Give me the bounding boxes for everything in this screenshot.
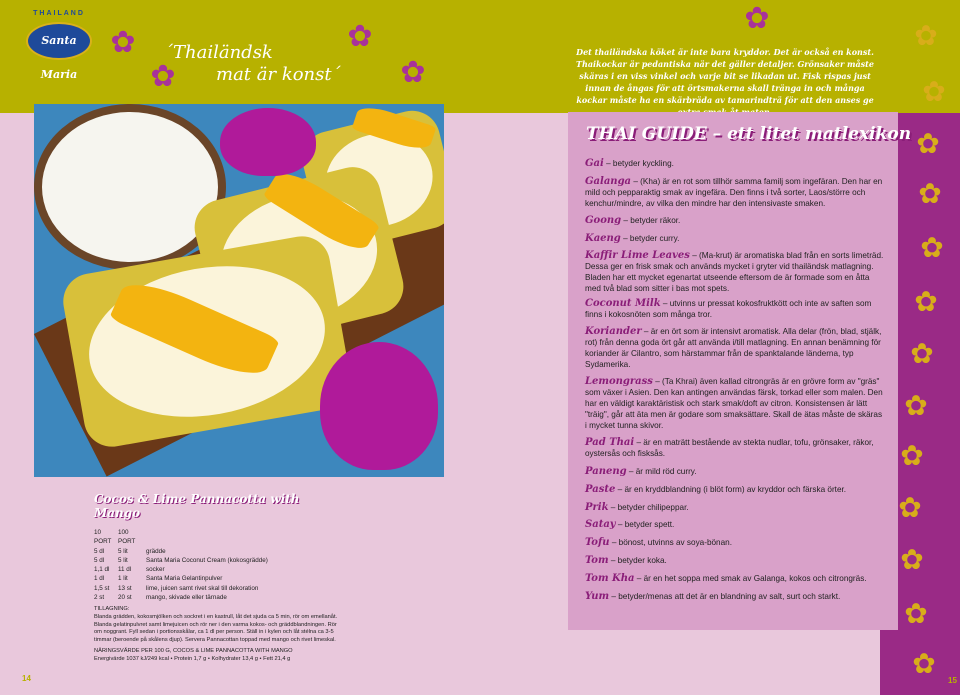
orchid-flower-icon: ✿ (110, 26, 136, 59)
glossary-entry-paste: Paste – är en kryddblandning (i blöt form) av kryddor och färska örter. (585, 484, 847, 495)
method-text: Blanda grädden, kokosmjölken och sockret i en kastrull, låt det sjuda ca 5 min, rör om emellanåt. Blanda gelatinpulvret samt limejuicen och rör ner i den varma kokos- och gräddblandningen. Rör om noggrant. Fyll sedan i portionsskålar, ca 1 dl per person. Ställ in i kylen och låt stélna ca 3-5 timmar (beroende på skålens djup). Servera Pannacottan toppad med mango och rivet limeskal. (94, 613, 338, 643)
frangipani-flower-icon: ✿ (914, 286, 938, 317)
nutrition-heading: NÄRINGSVÄRDE PER 100 G, COCOS & LIME PANNACOTTA WITH MANGO (94, 648, 293, 655)
intro-text: Det thailändska köket är inte bara kryddor. Det är också en konst. Thaikockar är pedantiska när det gäller detaljer. Grönsaker måste skäras i en viss vinkel och varje bit se likadan ut. Fisk rispas just innan de ångas för att örtsmakerna skall tränga in och många kockar måste ha en skärbräda av tamarindträ för att den anses ge (576, 47, 874, 105)
glossary-entry-yum: Yum – betyder/menas att det är en blandning av salt, surt och starkt. (585, 591, 841, 602)
page-number-right: 15 (948, 676, 957, 685)
ingredient-table (94, 528, 344, 602)
recipe-box (94, 492, 344, 664)
orchid-flower-icon (220, 108, 316, 176)
glossary-entry-kaffir-lime-leaves: Kaffir Lime Leaves – (Ma-krut) är aromatiska blad från en sorts limeträd. Dessa ger en frisk smak och används mycket i gryter vid thailändsk matlagning. Bladen har ett mycket egenartat utseende eftersom de är formade som en åtta med två blad som sitter i bas mot spets. (585, 250, 884, 293)
frangipani-flower-icon: ✿ (900, 440, 924, 471)
orchid-flower-icon: ✿ (347, 20, 373, 53)
ingredient-row: 5 dl 5 lit grädde (94, 547, 166, 555)
page-number-left: 14 (22, 674, 31, 683)
ingredient-row: 5 dl 5 lit Santa Maria Coconut Cream (kokosgrädde) (94, 556, 268, 564)
frangipani-flower-icon: ✿ (916, 128, 940, 159)
guide-heading: THAI GUIDE – ett litet matlexikon (586, 124, 912, 144)
logo-top-text: THAILAND (33, 10, 85, 17)
glossary-entry-tofu: Tofu – bönost, utvinns av soya-bönan. (585, 537, 732, 548)
glossary-entry-lemongrass: Lemongrass – (Ta Khrai) även kallad citrongräs är en grövre form av "gräs" som växer i Asien. Den kan antingen användas färsk, torkad eller som malen. Den har en väldigt karaktäristisk och stark smak/doft av citron. Konsistensen är lätt "träig", går att äta men är godare som smaksättare. Skall de ätas måste de skäras i mycket tunna skivor. (585, 376, 883, 430)
frangipani-flower-icon: ✿ (900, 544, 924, 575)
ingredient-row: 2 st 20 st mango, skivade eller tärnade (94, 594, 227, 602)
frangipani-flower-icon: ✿ (898, 492, 922, 523)
santa-maria-logo (26, 10, 92, 81)
glossary-entry-paneng: Paneng – är mild röd curry. (585, 466, 697, 477)
glossary-entry-tom: Tom – betyder koka. (585, 555, 667, 566)
frangipani-flower-icon: ✿ (920, 232, 944, 263)
glossary-entry-prik: Prik – betyder chilipeppar. (585, 502, 689, 513)
nutrition-text: Energivärde 1037 kJ/249 kcal • Protein 1,7 g • Kolhydrater 13,4 g • Fett 21,4 g (94, 655, 291, 662)
glossary-entry-gai: Gai – betyder kyckling. (585, 158, 674, 169)
tagline (164, 42, 354, 86)
portion-header: 10 PORT 100 PORT (94, 529, 136, 546)
glossary-entry-koriander: Koriander – är en ört som är intensivt aromatisk. Alla delar (frön, blad, stjälk, rot) från denna goda ört går att använda i/till matlagning. En annan benämning för koriander är Cilantro, som härstammar från de spanktalande länderna, typ Sydamerika. (585, 326, 882, 369)
tagline-line-2: mat är konst´ (216, 64, 341, 85)
method-heading: TILLAGNING: (94, 606, 130, 613)
orchid-flower-icon: ✿ (150, 60, 176, 93)
orchid-flower-icon: ✿ (744, 2, 770, 35)
frangipani-flower-icon: ✿ (910, 338, 934, 369)
frangipani-flower-icon: ✿ (904, 598, 928, 629)
frangipani-flower-icon: ✿ (914, 20, 938, 51)
glossary-entry-goong: Goong – betyder räkor. (585, 215, 681, 226)
glossary-entry-satay: Satay – betyder spett. (585, 519, 675, 530)
logo-brand: Santa Maria (40, 34, 78, 81)
glossary-entry-pad-thai: Pad Thai – är en maträtt bestående av stekta nudlar, tofu, grönsaker, räkor, oystersås och fisksås. (585, 437, 874, 458)
frangipani-flower-icon: ✿ (918, 178, 942, 209)
glossary-entry-kaeng: Kaeng – betyder curry. (585, 233, 680, 244)
orchid-flower-icon: ✿ (400, 56, 426, 89)
frangipani-flower-icon: ✿ (904, 390, 928, 421)
glossary-entry-galanga: Galanga – (Kha) är en rot som tillhör samma familj som ingefäran. Den har en mild och pepparaktig smak av ingefära. Den finns i två sorter, Laos/större och kenchur/mindre, av vilka den mindre har den intensivaste smaken. (585, 176, 883, 208)
tagline-line-1: ´Thailändsk (164, 42, 273, 63)
orchid-flower-icon (320, 342, 438, 470)
frangipani-flower-icon: ✿ (912, 648, 936, 679)
glossary-entry-tom-kha: Tom Kha – är en het soppa med smak av Galanga, kokos och citrongräs. (585, 573, 867, 584)
frangipani-flower-icon: ✿ (922, 76, 946, 107)
glossary-entry-coconut-milk: Coconut Milk – utvinns ur pressat kokosfruktkött och inte av saften som finns i kokosnöten som många tror. (585, 298, 872, 319)
ingredient-row: 1,5 st 13 st lime, juicen samt rivet skal till dekoration (94, 584, 259, 592)
ingredient-row: 1 dl 1 lit Santa Maria Gelantinpulver (94, 575, 223, 583)
ingredient-row: 1,1 dl 11 dl socker (94, 566, 165, 574)
recipe-title: Cocos & Lime Pannacotta with Mango (94, 492, 300, 520)
dessert-photo (34, 104, 444, 477)
